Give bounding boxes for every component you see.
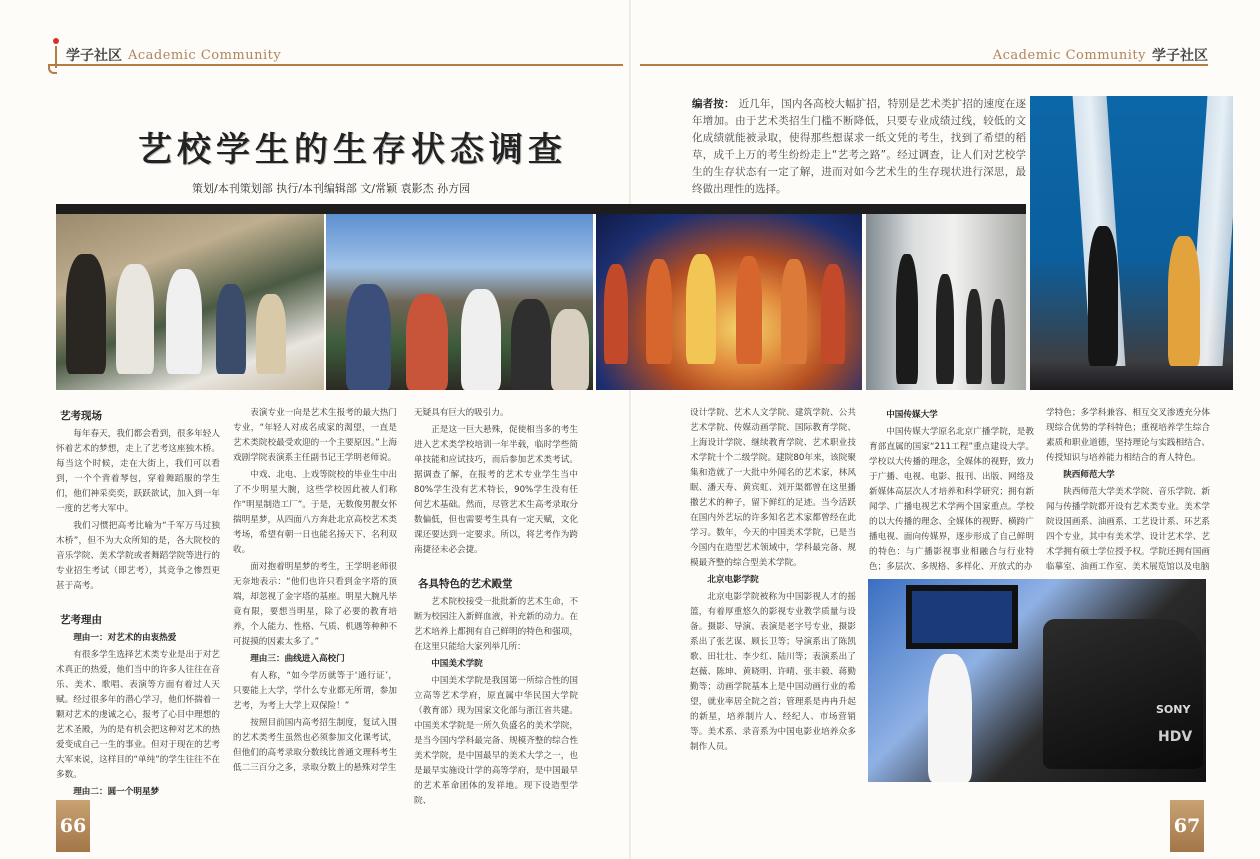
article-column-3 xyxy=(414,406,578,811)
page-gutter xyxy=(629,0,631,859)
paragraph: 中国美术学院是我国第一所综合性的国立高等艺术学府，原直属中华民国大学院（教育部）现为国家文化部与浙江省共建。中国美术学院是一所久负盛名的美术学院，是当今国内学科最完备、规模齐整的综合性美术学院，是中国最早的美术大学之一，也是最早实施设计学的高等学府，是中国最早的艺术革命团体的发祥地。现下设造型学院、 xyxy=(414,676,578,806)
paragraph: 我们习惯把高考比喻为“千军万马过独木桥”，但不为大众所知的是，各大院校的音乐学院、美术学院或者舞蹈学院等进行的专业招生考试（即艺考），其竞争之惨烈更甚于高考。 xyxy=(56,521,220,591)
page-number-right: 67 xyxy=(1170,800,1204,852)
article-column-6 xyxy=(1046,406,1210,577)
camera-brand-label: SONY xyxy=(1156,703,1191,716)
header-rule-left xyxy=(48,64,623,66)
paragraph: 有很多学生选择艺术类专业是出于对艺术真正的热爱，他们当中的许多人往往在音乐、美术、歌唱、表演等方面有着过人天赋。经过很多年的潜心学习，他们怀揣着一颗对艺术的虔诚之心，报考了心目中理想的艺术圣殿，为的是有机会把这种对艺术的热爱变成自己一生的事业。但对于现在的艺考大军来说，这样目的“单纯”的学生往往不在多数。 xyxy=(56,650,220,780)
header-left-cn: 学子社区 xyxy=(66,48,122,64)
paragraph: 北京电影学院被称为中国影视人才的摇篮，有着厚重悠久的影视专业教学质量与设备。摄影、导演、表演是老字号专业，摄影系出了张艺谋、顾长卫等；导演系出了陈凯歌、田壮壮、李少红、陆川等；表演系出了赵薇、陈坤、黄晓明、许晴、张丰毅、蒋勤勤等；动画学院基本上是中国动画行业的希望，就业率居全院之首；管理系是冉冉升起的新星，培养制片人、经纪人、市场营销等。美术系、录音系为中国电影业培养众多制作人员。 xyxy=(690,592,856,752)
photo-dance-performance xyxy=(596,214,862,390)
article-credits: 策划/本刊策划部 执行/本刊编辑部 文/常颖 袁影杰 孙方园 xyxy=(192,182,471,195)
subheading-caa: 中国美术学院 xyxy=(431,659,483,669)
header-left-en: Academic Community xyxy=(128,47,282,63)
monitor-screen xyxy=(906,585,1018,649)
subheading-cuc: 中国传媒大学 xyxy=(886,410,938,420)
photo-tv-studio xyxy=(868,579,1206,782)
camera-model-label: HDV xyxy=(1158,729,1193,745)
paragraph: 艺术院校接受一批批新的艺术生命，不断为校园注入新鲜血液，补充新的动力。在艺术培养上都拥有自己鲜明的特色和强项，在这里只能给大家列举几所： xyxy=(414,597,578,652)
paragraph: 中戏、北电、上戏等院校的毕业生中出了不少明星大腕，这些学校因此被人们称作“明星制造工厂”。于是，无数俊男靓女怀揣明星梦，从四面八方奔赴北京高校艺术类考场，希望有朝一日也能名扬天下、名利双收。 xyxy=(233,470,397,555)
video-camera xyxy=(1043,619,1203,769)
header-rule-right xyxy=(640,64,1208,66)
subheading-reason-2: 理由二：圆一个明星梦 xyxy=(73,787,160,797)
paragraph: 无疑具有巨大的吸引力。 xyxy=(414,408,509,418)
section-heading-reason: 艺考理由 xyxy=(60,614,102,626)
article-column-1 xyxy=(56,406,220,802)
paragraph: 设计学院、艺术人文学院、建筑学院、公共艺术学院、传媒动画学院、国际教育学院、上海设计学院、继续教育学院、艺术职业技术学院十个二级学院。建院80年来，该院聚集和造就了一大批中外闻名的艺术家，林风眠、潘天寿、黄宾虹、刘开渠都曾在这里播撒艺术的种子，留下鲜红的足迹。当今活跃在国内外艺坛的许多知名艺术家都曾经在此学习。数年，今天的中国美术学院，已是当今国内在造型艺术领域中，学科最完备、规模最齐整的综合型美术学院。 xyxy=(690,408,856,568)
subheading-reason-1: 理由一：对艺术的由衷热爱 xyxy=(73,633,177,643)
editor-note xyxy=(692,96,1026,198)
section-heading-schools: 各具特色的艺术殿堂 xyxy=(418,578,513,590)
editor-note-label: 编者按： xyxy=(692,98,735,110)
paragraph: 正是这一巨大悬殊，促使相当多的考生进入艺术类学校培训一年半载，临时学些简单技能和应试技巧，而后参加艺术类考试。据调查了解，在报考的艺术专业学生当中80%学生没有艺术特长，90%学生没有任何艺术基础。然而，尽管艺术生高考录取分数偏低，但也需要考生具有一定天赋，文化课还要达到一定要求。所以，将艺考作为跨南捷径未必会捷。 xyxy=(414,425,578,555)
subheading-bfa: 北京电影学院 xyxy=(707,575,759,585)
photo-applicants-crowd xyxy=(326,214,593,390)
paragraph: 每年春天，我们都会看到，很多年轻人怀着艺术的梦想，走上了艺考这座独木桥。每当这个时候，走在大街上，我们可以看到，一个个背着琴包，穿着舞蹈服的学生们，他们神采奕奕，跃跃欲试，加入到一年一度的艺考大军中。 xyxy=(56,429,220,514)
photo-ballet-practice xyxy=(866,214,1026,390)
title-divider-strip xyxy=(56,204,1026,214)
editor-note-text: 近几年，国内各高校大幅扩招，特别是艺术类扩招的速度在逐年增加。由于艺术类招生门槛不断降低，只要专业成绩过线，较低的文化成绩就能被录取，使得那些想谋求一纸文凭的考生，找到了希望的稻草，成千上万的考生纷纷走上“艺考之路”。经过调查，让人们对艺校学生的生存状态有一定了解，进而对如今艺术生的生存现状进行深思，最终做出理性的选择。 xyxy=(692,98,1027,195)
paragraph: 陕西师范大学美术学院、音乐学院、新闻与传播学院都开设有艺术类专业。美术学院设国画系、油画系、工艺设计系、环艺系四个专业，其中有美术学、设计艺术学、艺术学拥有硕士学位授予权。学院还拥有国画临摹室、油画工作室、美术展览馆以及电脑 xyxy=(1046,487,1210,572)
header-right-cn: 学子社区 xyxy=(1152,48,1208,64)
article-column-2 xyxy=(233,406,397,778)
paragraph: 按照目前国内高考招生制度，复试入围的艺术类考生虽然也必须参加文化课考试，但他们的高考录取分数线比普通文理科考生低二三百分之多，录取分数上的悬殊对学生 xyxy=(233,718,397,773)
article-column-5 xyxy=(869,406,1034,577)
article-column-4 xyxy=(690,406,856,757)
paragraph: 有人称，“如今学历就等于‘通行证’，只要能上大学，学什么专业都无所谓，参加艺考，为考上大学上双保险！” xyxy=(233,671,397,711)
paragraph: 学特色；多学科兼容、相互交叉渗透充分体现综合优势的学科特色；重视培养学生综合素质和职业道德，坚持理论与实践相结合、传授知识与培养能力相结合的育人特色。 xyxy=(1046,408,1210,463)
subheading-reason-3: 理由三：曲线进入高校门 xyxy=(250,654,345,664)
subheading-snnu: 陕西师范大学 xyxy=(1063,470,1115,480)
photo-stage-dancers xyxy=(1030,96,1233,390)
section-heading-scene: 艺考现场 xyxy=(60,410,102,422)
page-number-left: 66 xyxy=(56,800,90,852)
photo-students-sketching xyxy=(56,214,324,390)
paragraph: 表演专业一向是艺术生报考的最大热门专业，“年轻人对成名成家的渴望，一直是艺术类院校最受欢迎的一个主要原因。”上海戏剧学院表演系主任副书记王学明老师说。 xyxy=(233,408,397,463)
paragraph: 面对抱着明星梦的考生，王学明老师很无奈地表示：“他们也许只看到金字塔的顶端，却忽视了金字塔的基座。明星大腕凡毕竟有限，要想当明星，除了必要的教育培养，个人能力、性格、气质、机遇等种种不可捉摸的因素太多了。” xyxy=(233,562,397,647)
article-title: 艺校学生的生存状态调查 xyxy=(138,130,567,170)
header-right-en: Academic Community xyxy=(992,47,1146,63)
section-logo-icon xyxy=(48,38,62,76)
paragraph: 中国传媒大学原名北京广播学院，是教育部直属的国家“211工程”重点建设大学。学校以大传播的理念，全媒体的视野，致力于广播、电视、电影、报刊、出版、网络及新媒体高层次人才培养和科学研究；拥有新闻学、广播电视艺术学两个国家重点。学校的以大传播的理念、全媒体的视野、横跨广播电视、面向传媒界，逐步形成了自己鲜明的特色：与广播影视事业相融合与行业特色；多层次、多规格、多样化、开放式的办 xyxy=(869,427,1034,572)
